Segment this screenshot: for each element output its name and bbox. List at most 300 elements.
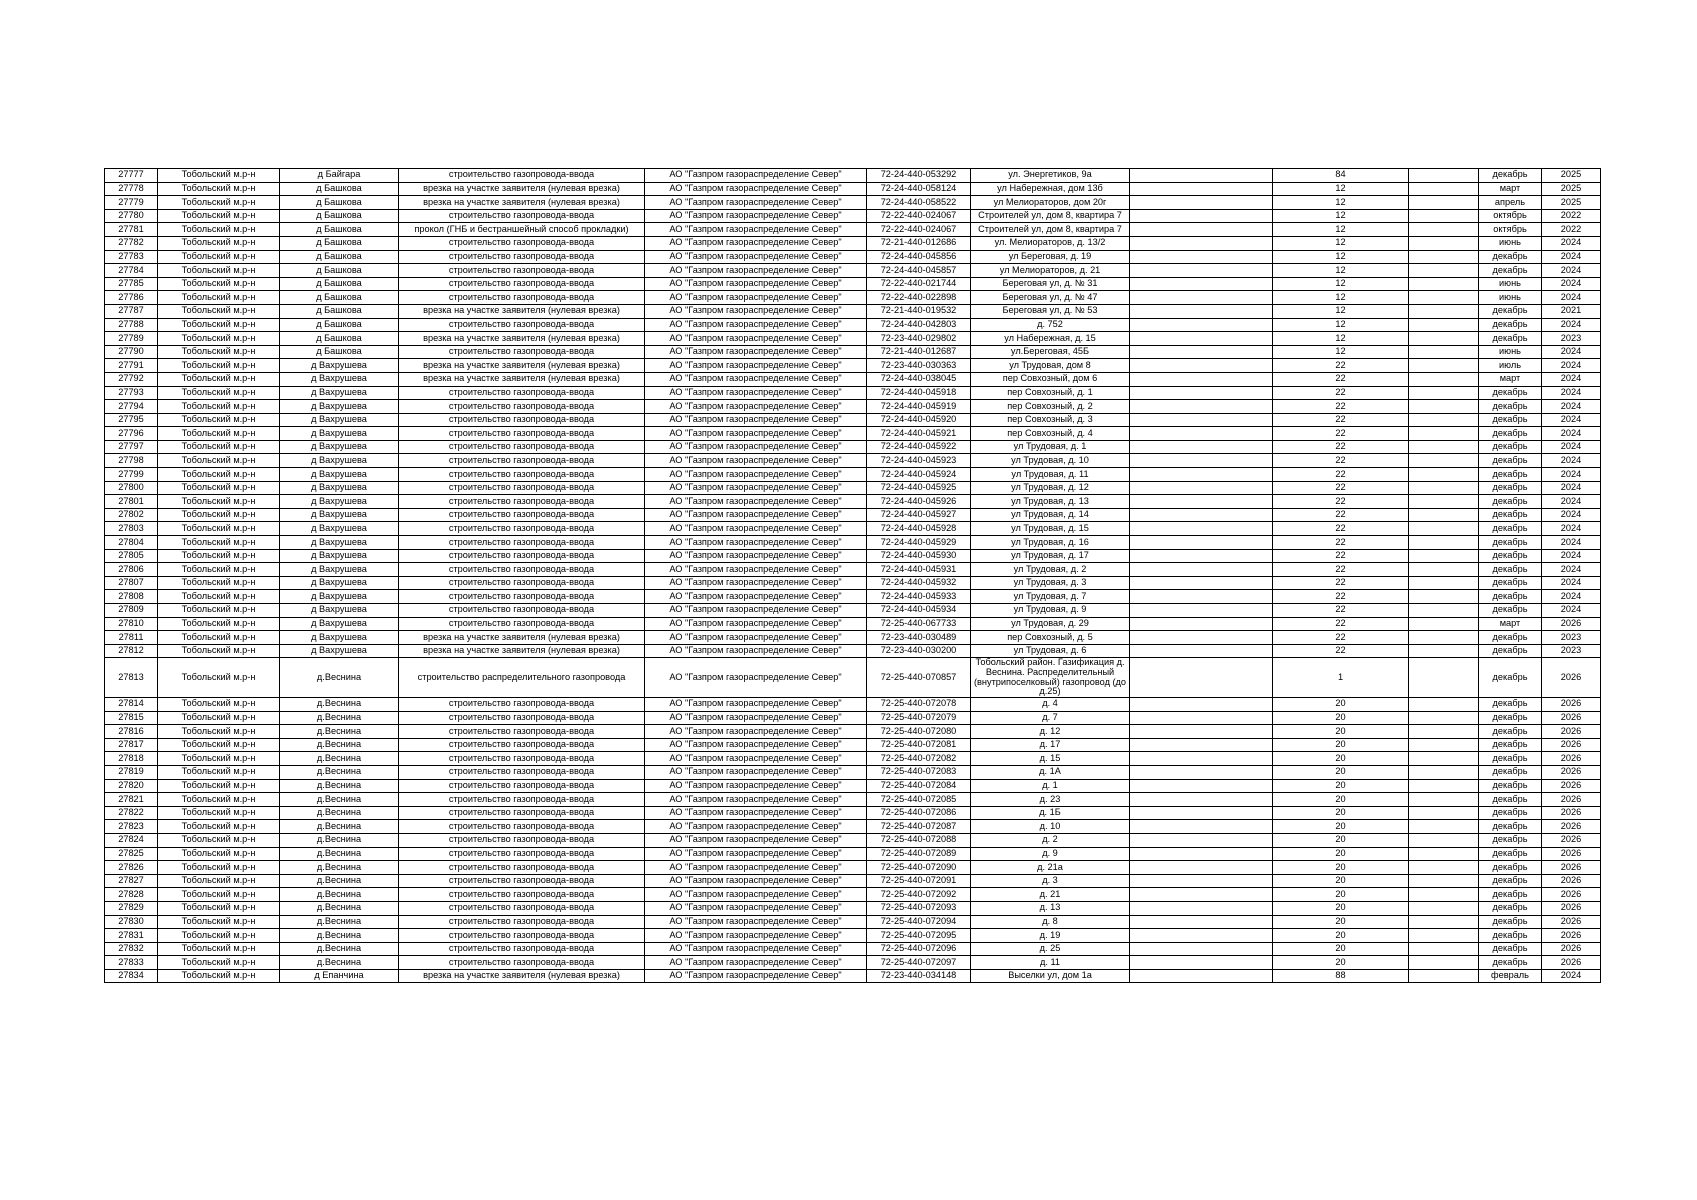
cell-address: ул Трудовая, д. 14 (971, 508, 1130, 522)
cell-district: Тобольский м.р-н (158, 332, 280, 346)
cell-organization: АО "Газпром газораспределение Север" (645, 264, 867, 278)
cell-address: ул Набережная, д. 15 (971, 332, 1130, 346)
cell-empty-col-b (1409, 711, 1479, 725)
cell-organization: АО "Газпром газораспределение Север" (645, 332, 867, 346)
table-row (105, 536, 1601, 550)
cell-address: ул Трудовая, д. 17 (971, 549, 1130, 563)
table-row (105, 277, 1601, 291)
cell-empty-col-a (1130, 563, 1273, 577)
cell-settlement: д Вахрушева (280, 604, 399, 618)
cell-organization: АО "Газпром газораспределение Север" (645, 359, 867, 373)
cell-work-type: строительство газопровода-ввода (399, 481, 645, 495)
cell-settlement: д Башкова (280, 196, 399, 210)
cell-row-number: 27834 (105, 969, 158, 983)
cell-empty-col-b (1409, 779, 1479, 793)
cell-district: Тобольский м.р-н (158, 223, 280, 237)
cell-work-type: строительство газопровода-ввода (399, 725, 645, 739)
cell-month: декабрь (1479, 563, 1542, 577)
cell-year: 2022 (1542, 209, 1601, 223)
table-row (105, 508, 1601, 522)
cell-work-type: врезка на участке заявителя (нулевая врезка) (399, 196, 645, 210)
cell-work-type: врезка на участке заявителя (нулевая врезка) (399, 359, 645, 373)
cell-work-type: строительство газопровода-ввода (399, 400, 645, 414)
cell-row-number: 27832 (105, 942, 158, 956)
cell-settlement: д Башкова (280, 236, 399, 250)
cell-object-code: 72-25-440-072082 (867, 752, 971, 766)
cell-work-type: прокол (ГНБ и бестраншейный способ прокладки) (399, 223, 645, 237)
cell-quantity: 20 (1273, 698, 1409, 712)
cell-work-type: строительство газопровода-ввода (399, 874, 645, 888)
table-row (105, 413, 1601, 427)
cell-quantity: 20 (1273, 942, 1409, 956)
cell-empty-col-b (1409, 901, 1479, 915)
cell-empty-col-b (1409, 969, 1479, 983)
cell-empty-col-a (1130, 169, 1273, 183)
cell-work-type: строительство газопровода-ввода (399, 413, 645, 427)
cell-quantity: 84 (1273, 169, 1409, 183)
cell-address: д. 25 (971, 942, 1130, 956)
cell-month: декабрь (1479, 536, 1542, 550)
cell-month: декабрь (1479, 604, 1542, 618)
table-row (105, 658, 1601, 698)
cell-empty-col-a (1130, 182, 1273, 196)
cell-year: 2024 (1542, 604, 1601, 618)
cell-quantity: 22 (1273, 590, 1409, 604)
cell-row-number: 27811 (105, 631, 158, 645)
cell-organization: АО "Газпром газораспределение Север" (645, 372, 867, 386)
cell-district: Тобольский м.р-н (158, 182, 280, 196)
cell-district: Тобольский м.р-н (158, 536, 280, 550)
cell-empty-col-b (1409, 345, 1479, 359)
cell-year: 2024 (1542, 359, 1601, 373)
cell-year: 2024 (1542, 440, 1601, 454)
cell-settlement: д Байгара (280, 169, 399, 183)
cell-month: декабрь (1479, 318, 1542, 332)
cell-row-number: 27810 (105, 617, 158, 631)
table-row (105, 209, 1601, 223)
cell-quantity: 12 (1273, 332, 1409, 346)
cell-work-type: строительство газопровода-ввода (399, 345, 645, 359)
cell-address: д. 1 (971, 779, 1130, 793)
cell-quantity: 22 (1273, 644, 1409, 658)
table-row (105, 617, 1601, 631)
cell-district: Тобольский м.р-н (158, 820, 280, 834)
cell-month: декабрь (1479, 725, 1542, 739)
cell-empty-col-b (1409, 372, 1479, 386)
cell-year: 2026 (1542, 752, 1601, 766)
cell-year: 2026 (1542, 833, 1601, 847)
cell-month: декабрь (1479, 765, 1542, 779)
cell-row-number: 27800 (105, 481, 158, 495)
cell-work-type: врезка на участке заявителя (нулевая врезка) (399, 372, 645, 386)
cell-quantity: 12 (1273, 236, 1409, 250)
cell-work-type: строительство газопровода-ввода (399, 820, 645, 834)
cell-settlement: д.Веснина (280, 658, 399, 698)
cell-quantity: 12 (1273, 345, 1409, 359)
cell-year: 2026 (1542, 793, 1601, 807)
cell-year: 2024 (1542, 508, 1601, 522)
cell-empty-col-b (1409, 440, 1479, 454)
cell-year: 2026 (1542, 901, 1601, 915)
cell-organization: АО "Газпром газораспределение Север" (645, 658, 867, 698)
table-row (105, 454, 1601, 468)
table-row (105, 576, 1601, 590)
cell-empty-col-b (1409, 847, 1479, 861)
cell-row-number: 27796 (105, 427, 158, 441)
cell-year: 2025 (1542, 182, 1601, 196)
table-row (105, 725, 1601, 739)
cell-address: пер Совхозный, дом 6 (971, 372, 1130, 386)
cell-settlement: д Вахрушева (280, 468, 399, 482)
cell-quantity: 22 (1273, 481, 1409, 495)
cell-year: 2026 (1542, 861, 1601, 875)
cell-month: декабрь (1479, 847, 1542, 861)
cell-empty-col-a (1130, 590, 1273, 604)
cell-empty-col-a (1130, 359, 1273, 373)
cell-month: декабрь (1479, 752, 1542, 766)
cell-year: 2026 (1542, 738, 1601, 752)
cell-district: Тобольский м.р-н (158, 495, 280, 509)
table-row (105, 223, 1601, 237)
cell-organization: АО "Газпром газораспределение Север" (645, 576, 867, 590)
cell-quantity: 12 (1273, 304, 1409, 318)
cell-address: д. 12 (971, 725, 1130, 739)
cell-row-number: 27823 (105, 820, 158, 834)
cell-settlement: д Вахрушева (280, 522, 399, 536)
cell-month: декабрь (1479, 304, 1542, 318)
cell-quantity: 22 (1273, 522, 1409, 536)
cell-work-type: строительство газопровода-ввода (399, 440, 645, 454)
cell-object-code: 72-24-440-045930 (867, 549, 971, 563)
cell-month: декабрь (1479, 427, 1542, 441)
cell-address: ул Трудовая, д. 1 (971, 440, 1130, 454)
cell-month: декабрь (1479, 658, 1542, 698)
cell-month: декабрь (1479, 250, 1542, 264)
cell-settlement: д.Веснина (280, 711, 399, 725)
cell-address: ул Трудовая, д. 16 (971, 536, 1130, 550)
cell-empty-col-b (1409, 250, 1479, 264)
cell-empty-col-a (1130, 223, 1273, 237)
cell-address: ул Трудовая, д. 10 (971, 454, 1130, 468)
cell-row-number: 27809 (105, 604, 158, 618)
cell-settlement: д.Веснина (280, 847, 399, 861)
cell-row-number: 27791 (105, 359, 158, 373)
cell-work-type: строительство распределительного газопровода (399, 658, 645, 698)
cell-row-number: 27793 (105, 386, 158, 400)
cell-district: Тобольский м.р-н (158, 888, 280, 902)
cell-month: декабрь (1479, 468, 1542, 482)
cell-empty-col-b (1409, 264, 1479, 278)
cell-settlement: д.Веснина (280, 779, 399, 793)
cell-empty-col-a (1130, 345, 1273, 359)
cell-row-number: 27819 (105, 765, 158, 779)
cell-address: д. 11 (971, 956, 1130, 970)
cell-object-code: 72-23-440-030489 (867, 631, 971, 645)
cell-year: 2026 (1542, 806, 1601, 820)
cell-district: Тобольский м.р-н (158, 617, 280, 631)
cell-empty-col-a (1130, 725, 1273, 739)
cell-object-code: 72-25-440-072094 (867, 915, 971, 929)
cell-work-type: строительство газопровода-ввода (399, 806, 645, 820)
cell-district: Тобольский м.р-н (158, 779, 280, 793)
cell-quantity: 20 (1273, 833, 1409, 847)
cell-row-number: 27802 (105, 508, 158, 522)
cell-object-code: 72-24-440-045924 (867, 468, 971, 482)
cell-organization: АО "Газпром газораспределение Север" (645, 888, 867, 902)
cell-row-number: 27824 (105, 833, 158, 847)
cell-settlement: д Вахрушева (280, 644, 399, 658)
cell-object-code: 72-25-440-072078 (867, 698, 971, 712)
table-row (105, 929, 1601, 943)
cell-quantity: 20 (1273, 752, 1409, 766)
table-row (105, 236, 1601, 250)
cell-quantity: 20 (1273, 820, 1409, 834)
cell-object-code: 72-22-440-022898 (867, 291, 971, 305)
cell-year: 2024 (1542, 549, 1601, 563)
cell-settlement: д.Веснина (280, 915, 399, 929)
cell-address: пер Совхозный, д. 2 (971, 400, 1130, 414)
cell-empty-col-b (1409, 888, 1479, 902)
cell-empty-col-b (1409, 169, 1479, 183)
cell-work-type: врезка на участке заявителя (нулевая врезка) (399, 304, 645, 318)
cell-settlement: д Башкова (280, 182, 399, 196)
cell-month: декабрь (1479, 481, 1542, 495)
cell-quantity: 20 (1273, 888, 1409, 902)
cell-row-number: 27795 (105, 413, 158, 427)
cell-address: д. 7 (971, 711, 1130, 725)
cell-settlement: д Вахрушева (280, 386, 399, 400)
table-row (105, 468, 1601, 482)
cell-month: декабрь (1479, 901, 1542, 915)
cell-month: декабрь (1479, 874, 1542, 888)
cell-district: Тобольский м.р-н (158, 942, 280, 956)
cell-empty-col-b (1409, 427, 1479, 441)
cell-object-code: 72-24-440-045927 (867, 508, 971, 522)
gasification-table (104, 168, 1601, 983)
cell-row-number: 27817 (105, 738, 158, 752)
cell-object-code: 72-24-440-045926 (867, 495, 971, 509)
cell-object-code: 72-22-440-021744 (867, 277, 971, 291)
cell-month: декабрь (1479, 915, 1542, 929)
cell-address: д. 23 (971, 793, 1130, 807)
cell-empty-col-b (1409, 820, 1479, 834)
cell-year: 2024 (1542, 291, 1601, 305)
cell-district: Тобольский м.р-н (158, 209, 280, 223)
cell-quantity: 20 (1273, 901, 1409, 915)
cell-work-type: строительство газопровода-ввода (399, 765, 645, 779)
cell-month: июль (1479, 359, 1542, 373)
cell-organization: АО "Газпром газораспределение Север" (645, 752, 867, 766)
cell-settlement: д Вахрушева (280, 508, 399, 522)
cell-year: 2023 (1542, 631, 1601, 645)
cell-empty-col-b (1409, 413, 1479, 427)
cell-row-number: 27825 (105, 847, 158, 861)
cell-quantity: 12 (1273, 318, 1409, 332)
cell-empty-col-b (1409, 359, 1479, 373)
cell-month: декабрь (1479, 576, 1542, 590)
cell-year: 2024 (1542, 495, 1601, 509)
cell-empty-col-a (1130, 427, 1273, 441)
cell-district: Тобольский м.р-н (158, 874, 280, 888)
cell-month: декабрь (1479, 942, 1542, 956)
cell-row-number: 27831 (105, 929, 158, 943)
cell-settlement: д Вахрушева (280, 590, 399, 604)
cell-month: апрель (1479, 196, 1542, 210)
cell-row-number: 27783 (105, 250, 158, 264)
cell-work-type: строительство газопровода-ввода (399, 793, 645, 807)
cell-year: 2024 (1542, 372, 1601, 386)
table-row (105, 372, 1601, 386)
cell-work-type: строительство газопровода-ввода (399, 549, 645, 563)
cell-address: пер Совхозный, д. 3 (971, 413, 1130, 427)
cell-row-number: 27787 (105, 304, 158, 318)
cell-year: 2026 (1542, 725, 1601, 739)
cell-settlement: д Башкова (280, 318, 399, 332)
cell-organization: АО "Газпром газораспределение Север" (645, 318, 867, 332)
cell-settlement: д.Веснина (280, 874, 399, 888)
cell-organization: АО "Газпром газораспределение Север" (645, 291, 867, 305)
cell-work-type: строительство газопровода-ввода (399, 738, 645, 752)
cell-settlement: д Епанчина (280, 969, 399, 983)
cell-empty-col-b (1409, 604, 1479, 618)
cell-quantity: 12 (1273, 291, 1409, 305)
cell-empty-col-a (1130, 468, 1273, 482)
cell-empty-col-b (1409, 522, 1479, 536)
cell-empty-col-a (1130, 861, 1273, 875)
cell-work-type: строительство газопровода-ввода (399, 590, 645, 604)
cell-object-code: 72-24-440-038045 (867, 372, 971, 386)
cell-object-code: 72-25-440-072080 (867, 725, 971, 739)
cell-address: Строителей ул, дом 8, квартира 7 (971, 223, 1130, 237)
cell-district: Тобольский м.р-н (158, 508, 280, 522)
cell-quantity: 12 (1273, 264, 1409, 278)
cell-district: Тобольский м.р-н (158, 386, 280, 400)
cell-object-code: 72-24-440-045856 (867, 250, 971, 264)
cell-month: декабрь (1479, 590, 1542, 604)
cell-object-code: 72-24-440-045923 (867, 454, 971, 468)
cell-row-number: 27829 (105, 901, 158, 915)
cell-address: ул. Мелиораторов, д. 13/2 (971, 236, 1130, 250)
cell-month: декабрь (1479, 779, 1542, 793)
cell-month: декабрь (1479, 738, 1542, 752)
cell-empty-col-b (1409, 182, 1479, 196)
cell-organization: АО "Газпром газораспределение Север" (645, 590, 867, 604)
cell-quantity: 22 (1273, 563, 1409, 577)
cell-year: 2026 (1542, 617, 1601, 631)
cell-address: Береговая ул, д. № 53 (971, 304, 1130, 318)
cell-month: декабрь (1479, 508, 1542, 522)
cell-row-number: 27798 (105, 454, 158, 468)
cell-month: март (1479, 372, 1542, 386)
cell-settlement: д Башкова (280, 209, 399, 223)
cell-object-code: 72-24-440-045918 (867, 386, 971, 400)
cell-address: ул Трудовая, дом 8 (971, 359, 1130, 373)
cell-month: октябрь (1479, 209, 1542, 223)
cell-object-code: 72-25-440-072089 (867, 847, 971, 861)
cell-work-type: строительство газопровода-ввода (399, 495, 645, 509)
cell-row-number: 27792 (105, 372, 158, 386)
cell-district: Тобольский м.р-н (158, 590, 280, 604)
cell-address: ул Трудовая, д. 29 (971, 617, 1130, 631)
cell-work-type: врезка на участке заявителя (нулевая врезка) (399, 182, 645, 196)
cell-month: декабрь (1479, 793, 1542, 807)
cell-address: ул.Береговая, 45Б (971, 345, 1130, 359)
cell-empty-col-a (1130, 847, 1273, 861)
cell-empty-col-b (1409, 765, 1479, 779)
table-body (105, 169, 1601, 983)
cell-district: Тобольский м.р-н (158, 576, 280, 590)
cell-work-type: строительство газопровода-ввода (399, 861, 645, 875)
cell-year: 2025 (1542, 169, 1601, 183)
table-row (105, 901, 1601, 915)
table-row (105, 332, 1601, 346)
cell-settlement: д Башкова (280, 345, 399, 359)
cell-work-type: строительство газопровода-ввода (399, 427, 645, 441)
cell-settlement: д Башкова (280, 277, 399, 291)
cell-month: декабрь (1479, 631, 1542, 645)
cell-district: Тобольский м.р-н (158, 929, 280, 943)
cell-address: Тобольский район. Газификация д. Веснина. Распределительный (внутрипоселковый) газопровод (до д.25) (971, 658, 1130, 698)
cell-empty-col-b (1409, 590, 1479, 604)
cell-empty-col-a (1130, 738, 1273, 752)
table-row (105, 942, 1601, 956)
cell-empty-col-b (1409, 861, 1479, 875)
cell-empty-col-b (1409, 658, 1479, 698)
cell-settlement: д.Веснина (280, 861, 399, 875)
cell-empty-col-a (1130, 454, 1273, 468)
cell-district: Тобольский м.р-н (158, 454, 280, 468)
cell-year: 2026 (1542, 779, 1601, 793)
cell-settlement: д.Веснина (280, 765, 399, 779)
cell-address: ул Трудовая, д. 2 (971, 563, 1130, 577)
cell-row-number: 27790 (105, 345, 158, 359)
cell-address: ул Мелиораторов, дом 20г (971, 196, 1130, 210)
cell-object-code: 72-25-440-072086 (867, 806, 971, 820)
cell-work-type: строительство газопровода-ввода (399, 888, 645, 902)
cell-empty-col-a (1130, 658, 1273, 698)
cell-empty-col-b (1409, 698, 1479, 712)
cell-organization: АО "Газпром газораспределение Север" (645, 169, 867, 183)
cell-empty-col-b (1409, 454, 1479, 468)
cell-address: ул Трудовая, д. 9 (971, 604, 1130, 618)
table-row (105, 874, 1601, 888)
cell-settlement: д Вахрушева (280, 549, 399, 563)
cell-quantity: 22 (1273, 386, 1409, 400)
cell-object-code: 72-24-440-058522 (867, 196, 971, 210)
table-row (105, 549, 1601, 563)
cell-object-code: 72-25-440-070857 (867, 658, 971, 698)
cell-row-number: 27784 (105, 264, 158, 278)
cell-empty-col-b (1409, 386, 1479, 400)
cell-address: д. 1Б (971, 806, 1130, 820)
cell-object-code: 72-25-440-072092 (867, 888, 971, 902)
cell-row-number: 27830 (105, 915, 158, 929)
cell-empty-col-a (1130, 915, 1273, 929)
cell-work-type: строительство газопровода-ввода (399, 508, 645, 522)
cell-quantity: 12 (1273, 209, 1409, 223)
cell-organization: АО "Газпром газораспределение Север" (645, 440, 867, 454)
cell-settlement: д.Веснина (280, 956, 399, 970)
cell-district: Тобольский м.р-н (158, 765, 280, 779)
cell-quantity: 20 (1273, 929, 1409, 943)
cell-settlement: д Вахрушева (280, 440, 399, 454)
table-row (105, 522, 1601, 536)
cell-organization: АО "Газпром газораспределение Север" (645, 725, 867, 739)
cell-year: 2024 (1542, 413, 1601, 427)
cell-district: Тобольский м.р-н (158, 345, 280, 359)
table-row (105, 264, 1601, 278)
cell-empty-col-a (1130, 495, 1273, 509)
